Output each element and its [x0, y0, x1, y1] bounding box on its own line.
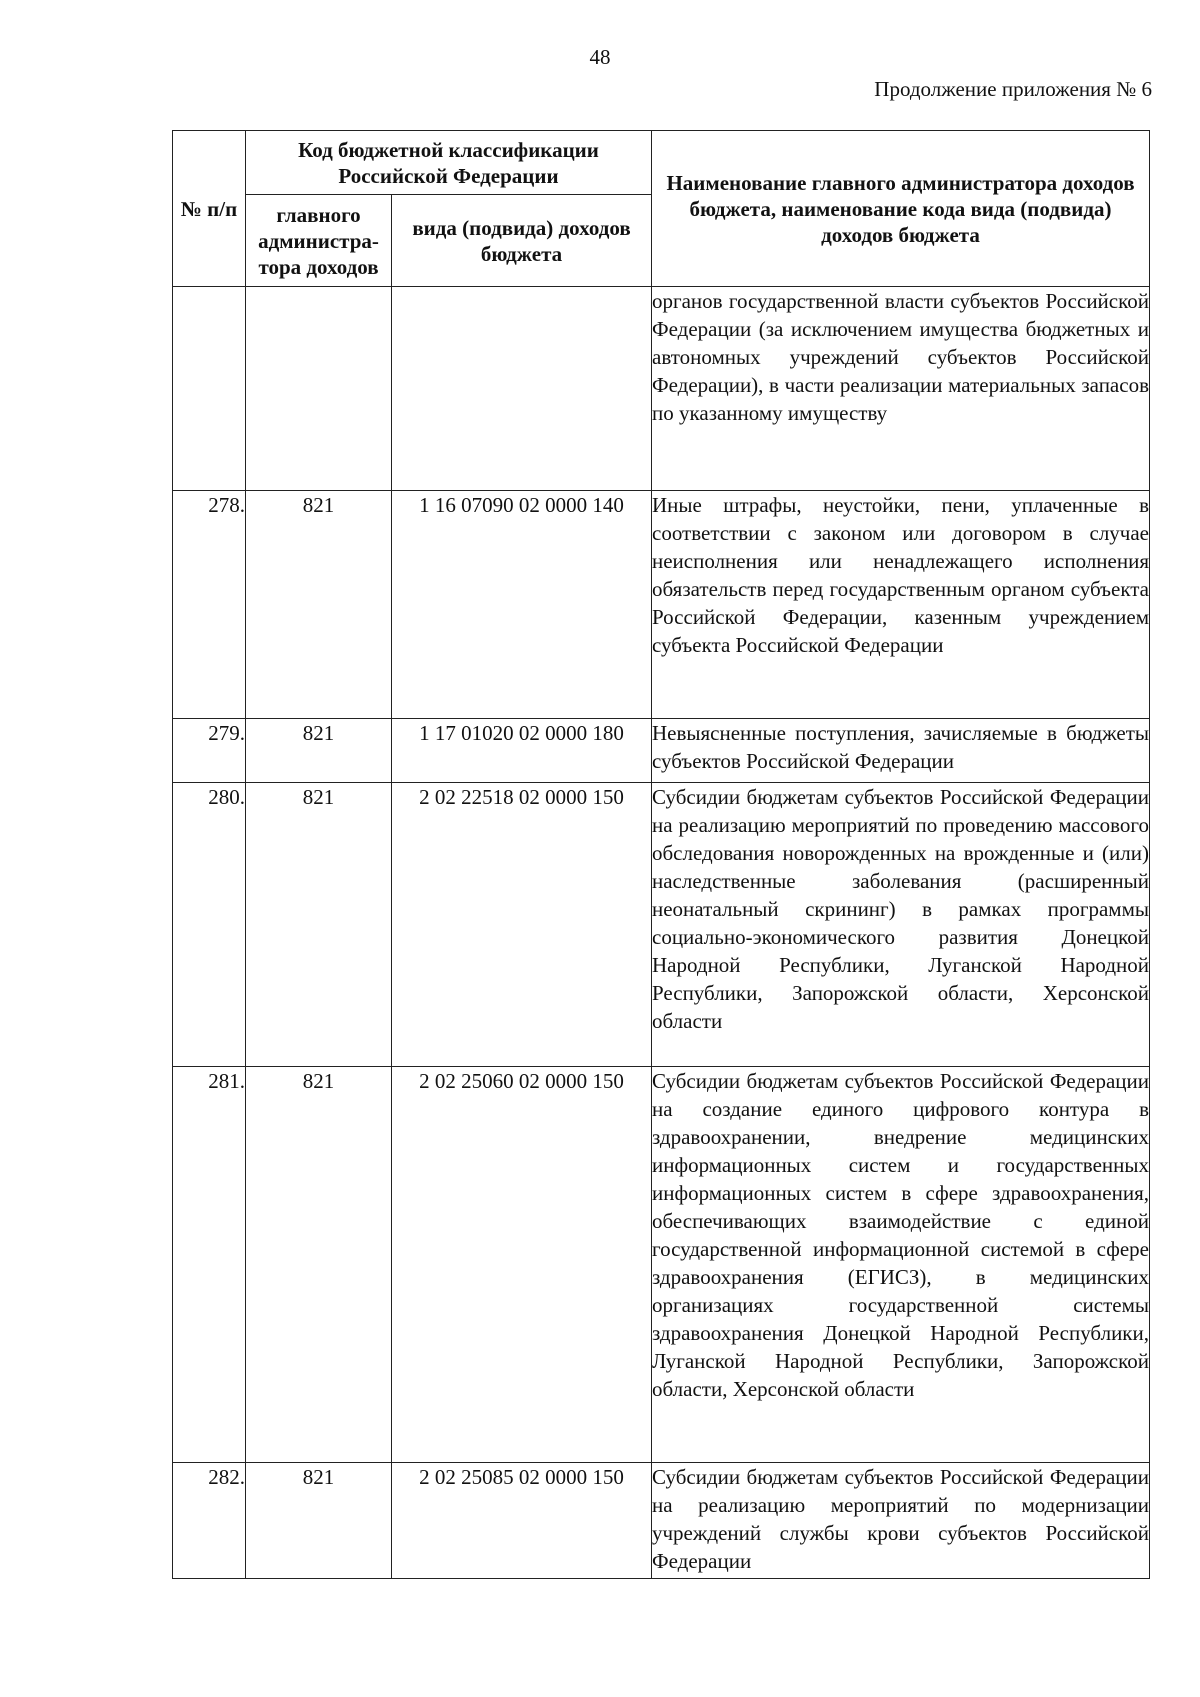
appendix-continuation-label: Продолжение приложения № 6: [874, 77, 1152, 101]
page-number: 48: [589, 45, 611, 69]
table-header-row: [173, 131, 1150, 195]
admin-code: 821: [246, 783, 392, 1067]
budget-revenue-table: [172, 130, 1150, 1579]
header-kbk-group: Код бюджетной классификации Российской Федерации: [246, 131, 652, 195]
table-row: [173, 783, 1150, 1067]
revenue-code: 1 17 01020 02 0000 180: [392, 719, 652, 783]
revenue-code: 2 02 25060 02 0000 150: [392, 1067, 652, 1463]
row-number: 281.: [173, 1067, 246, 1463]
table-row: [173, 719, 1150, 783]
header-admin-code: главного администра-тора доходов: [246, 195, 392, 287]
revenue-code: [392, 287, 652, 491]
revenue-name: Субсидии бюджетам субъектов Российской Федерации на реализацию мероприятий по проведению массового обследования новорожденных на врожденные и (или) наследственные заболевания (расширенный неонатальный скрининг) в рамках программы социально-экономического развития Донецкой Народной Республики, Луганской Народной Республики, Запорожской области, Херсонской области: [652, 783, 1150, 1067]
header-name: Наименование главного администратора доходов бюджета, наименование кода вида (подвида) доходов бюджета: [652, 131, 1150, 287]
revenue-code: 2 02 25085 02 0000 150: [392, 1463, 652, 1579]
admin-code: [246, 287, 392, 491]
table-row: [173, 287, 1150, 491]
table-row: [173, 491, 1150, 719]
header-revenue-kind-code: вида (подвида) доходов бюджета: [392, 195, 652, 287]
table-row: [173, 1067, 1150, 1463]
admin-code: 821: [246, 1463, 392, 1579]
admin-code: 821: [246, 491, 392, 719]
admin-code: 821: [246, 719, 392, 783]
row-number: 278.: [173, 491, 246, 719]
revenue-code: 2 02 22518 02 0000 150: [392, 783, 652, 1067]
revenue-code: 1 16 07090 02 0000 140: [392, 491, 652, 719]
revenue-name: Иные штрафы, неустойки, пени, уплаченные в соответствии с законом или договором в случае неисполнения или ненадлежащего исполнения обязательств перед государственным органом субъекта Российской Федерации, казенным учреждением субъекта Российской Федерации: [652, 491, 1150, 719]
table-row: [173, 1463, 1150, 1579]
row-number: 280.: [173, 783, 246, 1067]
revenue-name: Невыясненные поступления, зачисляемые в бюджеты субъектов Российской Федерации: [652, 719, 1150, 783]
revenue-name: Субсидии бюджетам субъектов Российской Федерации на создание единого цифрового контура в здравоохранении, внедрение медицинских информационных систем и государственных информационных систем в сфере здравоохранения, обеспечивающих взаимодействие с единой государственной информационной системой в сфере здравоохранения (ЕГИСЗ), в медицинских организациях государственной системы здравоохранения Донецкой Народной Республики, Луганской Народной Республики, Запорожской области, Херсонской области: [652, 1067, 1150, 1463]
row-number: 282.: [173, 1463, 246, 1579]
row-number: 279.: [173, 719, 246, 783]
header-row-number: № п/п: [173, 131, 246, 287]
row-number: [173, 287, 246, 491]
revenue-name: Субсидии бюджетам субъектов Российской Федерации на реализацию мероприятий по модернизации учреждений службы крови субъектов Российской Федерации: [652, 1463, 1150, 1579]
admin-code: 821: [246, 1067, 392, 1463]
revenue-name: органов государственной власти субъектов Российской Федерации (за исключением имущества бюджетных и автономных учреждений субъектов Российской Федерации), в части реализации материальных запасов по указанному имуществу: [652, 287, 1150, 491]
